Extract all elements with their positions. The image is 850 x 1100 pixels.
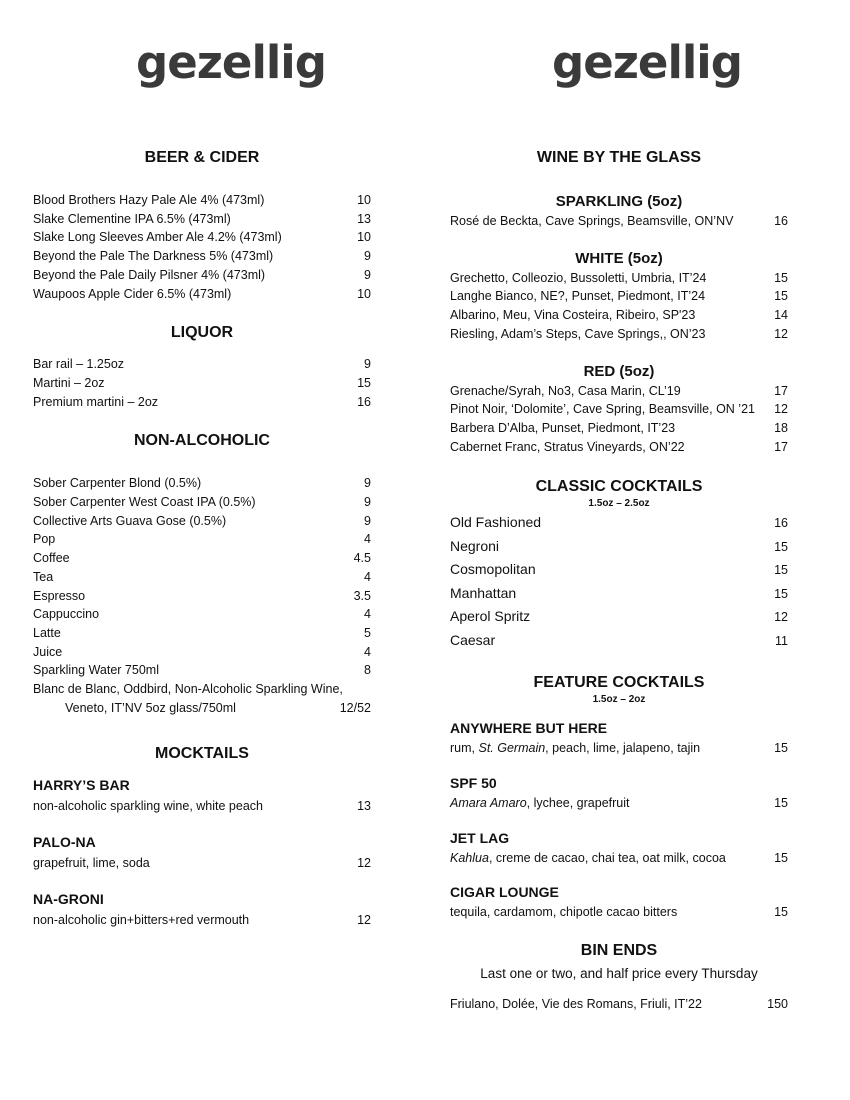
menu-item: Manhattan 15 [450,584,788,601]
menu-item: Langhe Bianco, NE?, Punset, Piedmont, IT’24 15 [450,289,788,304]
menu-item: Premium martini – 2oz 16 [33,394,371,409]
feature-cocktail-item: CIGAR LOUNGE tequila, cardamom, chipotle cacao bitters 15 [450,884,788,920]
feature-cocktail-item: ANYWHERE BUT HERE rum, St. Germain, peach, lime, jalapeno, tajin 15 [450,720,788,756]
menu-item: Collective Arts Guava Gose (0.5%) 9 [33,513,371,528]
feature-cocktail-item: JET LAG Kahlua, creme de cacao, chai tea, oat milk, cocoa 15 [450,829,788,865]
menu-item: Friulano, Dolée, Vie des Romans, Friuli, IT’22 150 [450,997,788,1012]
bin-ends-tagline: Last one or two, and half price every Thursday [480,966,758,982]
menu-item: Sparkling Water 750ml 8 [33,663,371,678]
menu-item: Latte 5 [33,625,371,640]
menu-item: Sober Carpenter Blond (0.5%) 9 [33,476,371,491]
bin-ends-heading: BIN ENDS [580,942,658,960]
right-column [450,148,788,1014]
menu-item: Riesling, Adam’s Steps, Cave Springs,, ON’23 12 [450,326,788,341]
menu-item: Cosmopolitan 15 [450,561,788,578]
logo-right: gezellig [552,36,742,89]
beer-cider-heading: BEER & CIDER [144,149,260,166]
menu-item: Bar rail – 1.25oz 9 [33,357,371,372]
left-column [33,148,371,930]
menu-item: Albarino, Meu, Vina Costeira, Ribeiro, SP'23 14 [450,308,788,323]
menu-item-blanc-line2: Veneto, IT’NV 5oz glass/750ml 12/52 [65,700,371,715]
menu-item: Pinot Noir, ‘Dolomite’, Cave Spring, Beamsville, ON ’21 12 [450,402,788,417]
wine-by-glass-heading: WINE BY THE GLASS [536,149,702,166]
menu-item: Grenache/Syrah, No3, Casa Marin, CL’19 17 [450,383,788,398]
menu-item: Sober Carpenter West Coast IPA (0.5%) 9 [33,495,371,510]
classic-cocktails-list [450,511,788,652]
feature-cocktails-note: 1.5oz – 2oz [592,694,646,706]
menu-item: Waupoos Apple Cider 6.5% (473ml) 10 [33,286,371,301]
menu-item: Espresso 3.5 [33,588,371,603]
liquor-list [33,355,371,411]
menu-item: Aperol Spritz 12 [450,608,788,625]
white-list [450,269,788,344]
menu-item: Cappuccino 4 [33,607,371,622]
menu-item: Beyond the Pale The Darkness 5% (473ml) 9 [33,249,371,264]
menu-item: Beyond the Pale Daily Pilsner 4% (473ml) 9 [33,267,371,282]
mocktail-item: HARRY’S BAR non-alcoholic sparkling wine, white peach 13 [33,777,371,814]
menu-item-blanc-line1: Blanc de Blanc, Oddbird, Non-Alcoholic Sparkling Wine, [33,682,343,697]
menu-item: Coffee 4.5 [33,551,371,566]
sparkling-list [450,212,788,231]
classic-cocktails-note: 1.5oz – 2.5oz [588,498,650,510]
menu-item: Slake Long Sleeves Amber Ale 4.2% (473ml) 10 [33,230,371,245]
menu-item: Barbera D’Alba, Punset, Piedmont, IT’23 18 [450,420,788,435]
beer-list [33,191,371,303]
non-alcoholic-heading: NON-ALCOHOLIC [134,432,270,450]
menu-item: Grechetto, Colleozio, Bussoletti, Umbria, IT’24 15 [450,270,788,285]
sparkling-heading: SPARKLING (5oz) [555,193,683,210]
menu-item: Pop 4 [33,532,371,547]
menu-item: Slake Clementine IPA 6.5% (473ml) 13 [33,211,371,226]
red-list [450,382,788,457]
menu-item: Old Fashioned 16 [450,514,788,531]
menu-item: Negroni 15 [450,537,788,554]
mocktails-heading: MOCKTAILS [155,745,249,763]
feature-cocktail-item: SPF 50 Amara Amaro, lychee, grapefruit 15 [450,775,788,811]
menu-item: Martini – 2oz 15 [33,375,371,390]
red-heading: RED (5oz) [583,362,655,380]
white-heading: WHITE (5oz) [575,249,663,267]
menu-item: Rosé de Beckta, Cave Springs, Beamsville, ON’NV 16 [450,214,788,228]
menu-item: Juice 4 [33,644,371,659]
menu-item: Tea 4 [33,569,371,584]
bin-ends-list [450,995,788,1014]
liquor-heading: LIQUOR [170,324,234,342]
classic-cocktails-heading: CLASSIC COCKTAILS [535,478,703,496]
mocktail-item: NA-GRONI non-alcoholic gin+bitters+red vermouth 12 [33,890,371,927]
menu-item: Blood Brothers Hazy Pale Ale 4% (473ml) 10 [33,193,371,207]
menu-item: Cabernet Franc, Stratus Vineyards, ON’22 17 [450,439,788,454]
logo-left: gezellig [136,36,326,89]
mocktail-item: PALO-NA grapefruit, lime, soda 12 [33,834,371,871]
menu-item: Caesar 11 [450,631,788,648]
feature-cocktails-heading: FEATURE COCKTAILS [533,674,705,692]
non-alcoholic-list [33,474,371,717]
